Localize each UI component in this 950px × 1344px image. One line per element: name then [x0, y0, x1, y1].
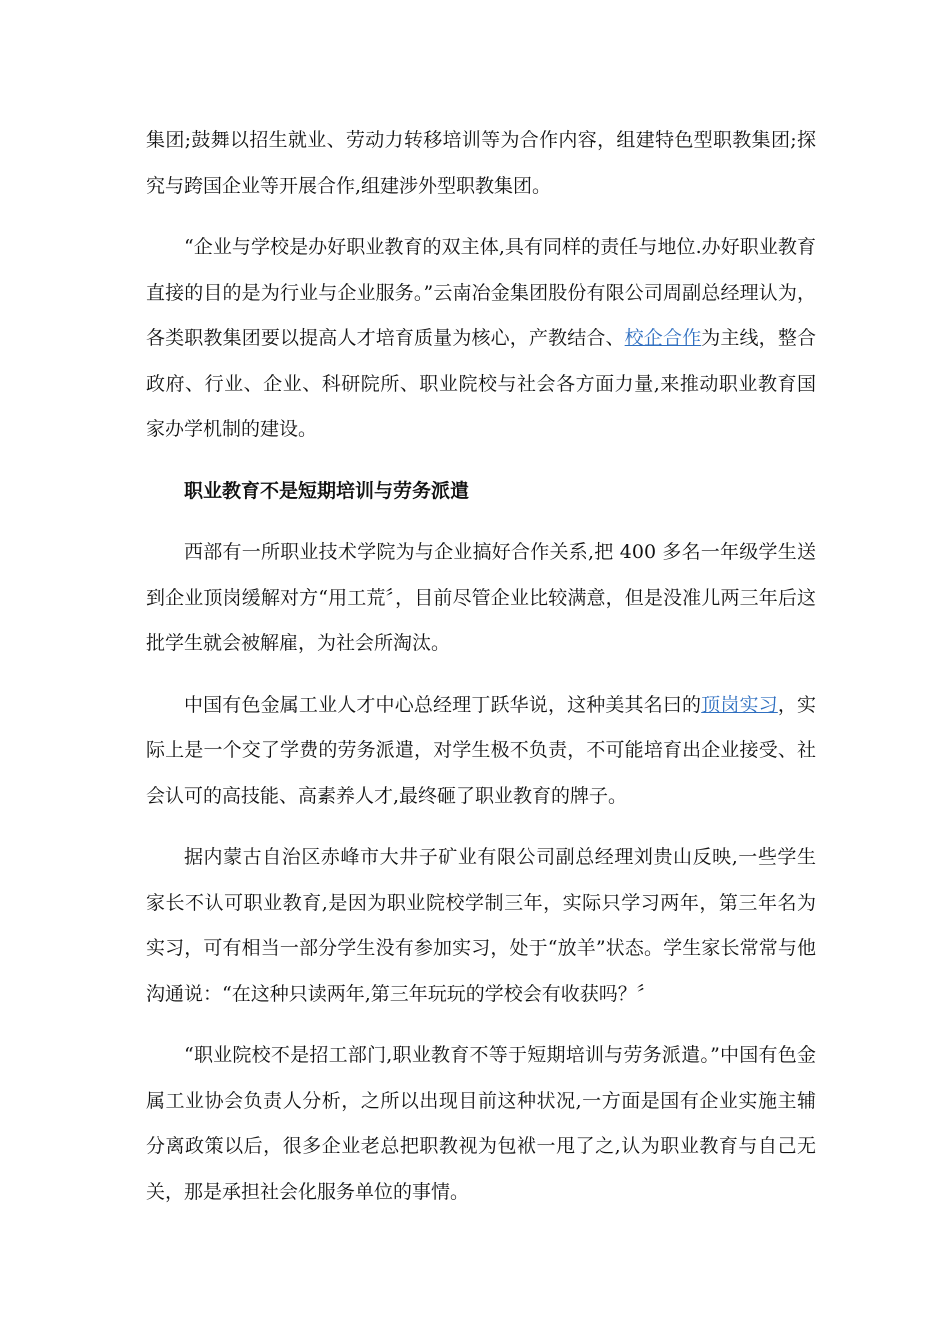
paragraph-1-text-b: 为主线，整合政府、行业、企业、科研院所、职业院校与社会各方面力量,来推动职业教育国家办学机制的建设。	[146, 327, 816, 440]
paragraph-3	[146, 683, 816, 820]
paragraph-2-text: 西部有一所职业技术学院为与企业搞好合作关系,把 400 多名一年级学生送到企业顶岗缓解对方“用工荒〞，目前尽管企业比较满意，但是没准儿两三年后这批学生就会被解雇，为社会所淘汰。	[146, 541, 816, 654]
paragraph-2	[146, 530, 816, 667]
paragraph-4	[146, 835, 816, 1017]
paragraph-3-text-b: ，实际上是一个交了学费的劳务派遣，对学生极不负责，不可能培育出企业接受、社会认可的高技能、高素养人才,最终砸了职业教育的牌子。	[146, 693, 816, 807]
paragraph-1-text-a: “企业与学校是办好职业教育的双主体,具有同样的责任与地位.办好职业教育直接的目的是为行业与企业服务。”云南冶金集团股份有限公司周副总经理认为，各类职教集团要以提高人才培育质量为核心，产教结合、	[146, 236, 816, 349]
paragraph-3-text-a: 中国有色金属工业人才中心总经理丁跃华说，这种美其名曰的	[184, 693, 702, 716]
paragraph-5	[146, 1033, 816, 1215]
paragraph-1	[146, 225, 816, 453]
paragraph-0	[146, 118, 816, 209]
link-internship[interactable]: 顶岗实习	[701, 693, 778, 716]
document-page	[146, 118, 816, 1215]
section-heading-text: 职业教育不是短期培训与劳务派遣	[184, 479, 470, 502]
paragraph-5-text: “职业院校不是招工部门,职业教育不等于短期培训与劳务派遣。”中国有色金属工业协会负责人分析，之所以出现目前这种状况,一方面是国有企业实施主辅分离政策以后，很多企业老总把职教视为包袱一甩了之,认为职业教育与自己无关，那是承担社会化服务单位的事情。	[146, 1044, 816, 1203]
section-heading	[146, 469, 816, 515]
link-school-enterprise-cooperation[interactable]: 校企合作	[624, 327, 702, 349]
paragraph-0-text: 集团;鼓舞以招生就业、劳动力转移培训等为合作内容，组建特色型职教集团;探究与跨国企业等开展合作,组建涉外型职教集团。	[146, 129, 816, 197]
paragraph-4-text: 据内蒙古自治区赤峰市大井子矿业有限公司副总经理刘贵山反映,一些学生家长不认可职业教育,是因为职业院校学制三年，实际只学习两年，第三年名为实习，可有相当一部分学生没有参加实习，处于“放羊”状态。学生家长常常与他沟通说：“在这种只读两年,第三年玩玩的学校会有收获吗？〞	[146, 846, 816, 1005]
